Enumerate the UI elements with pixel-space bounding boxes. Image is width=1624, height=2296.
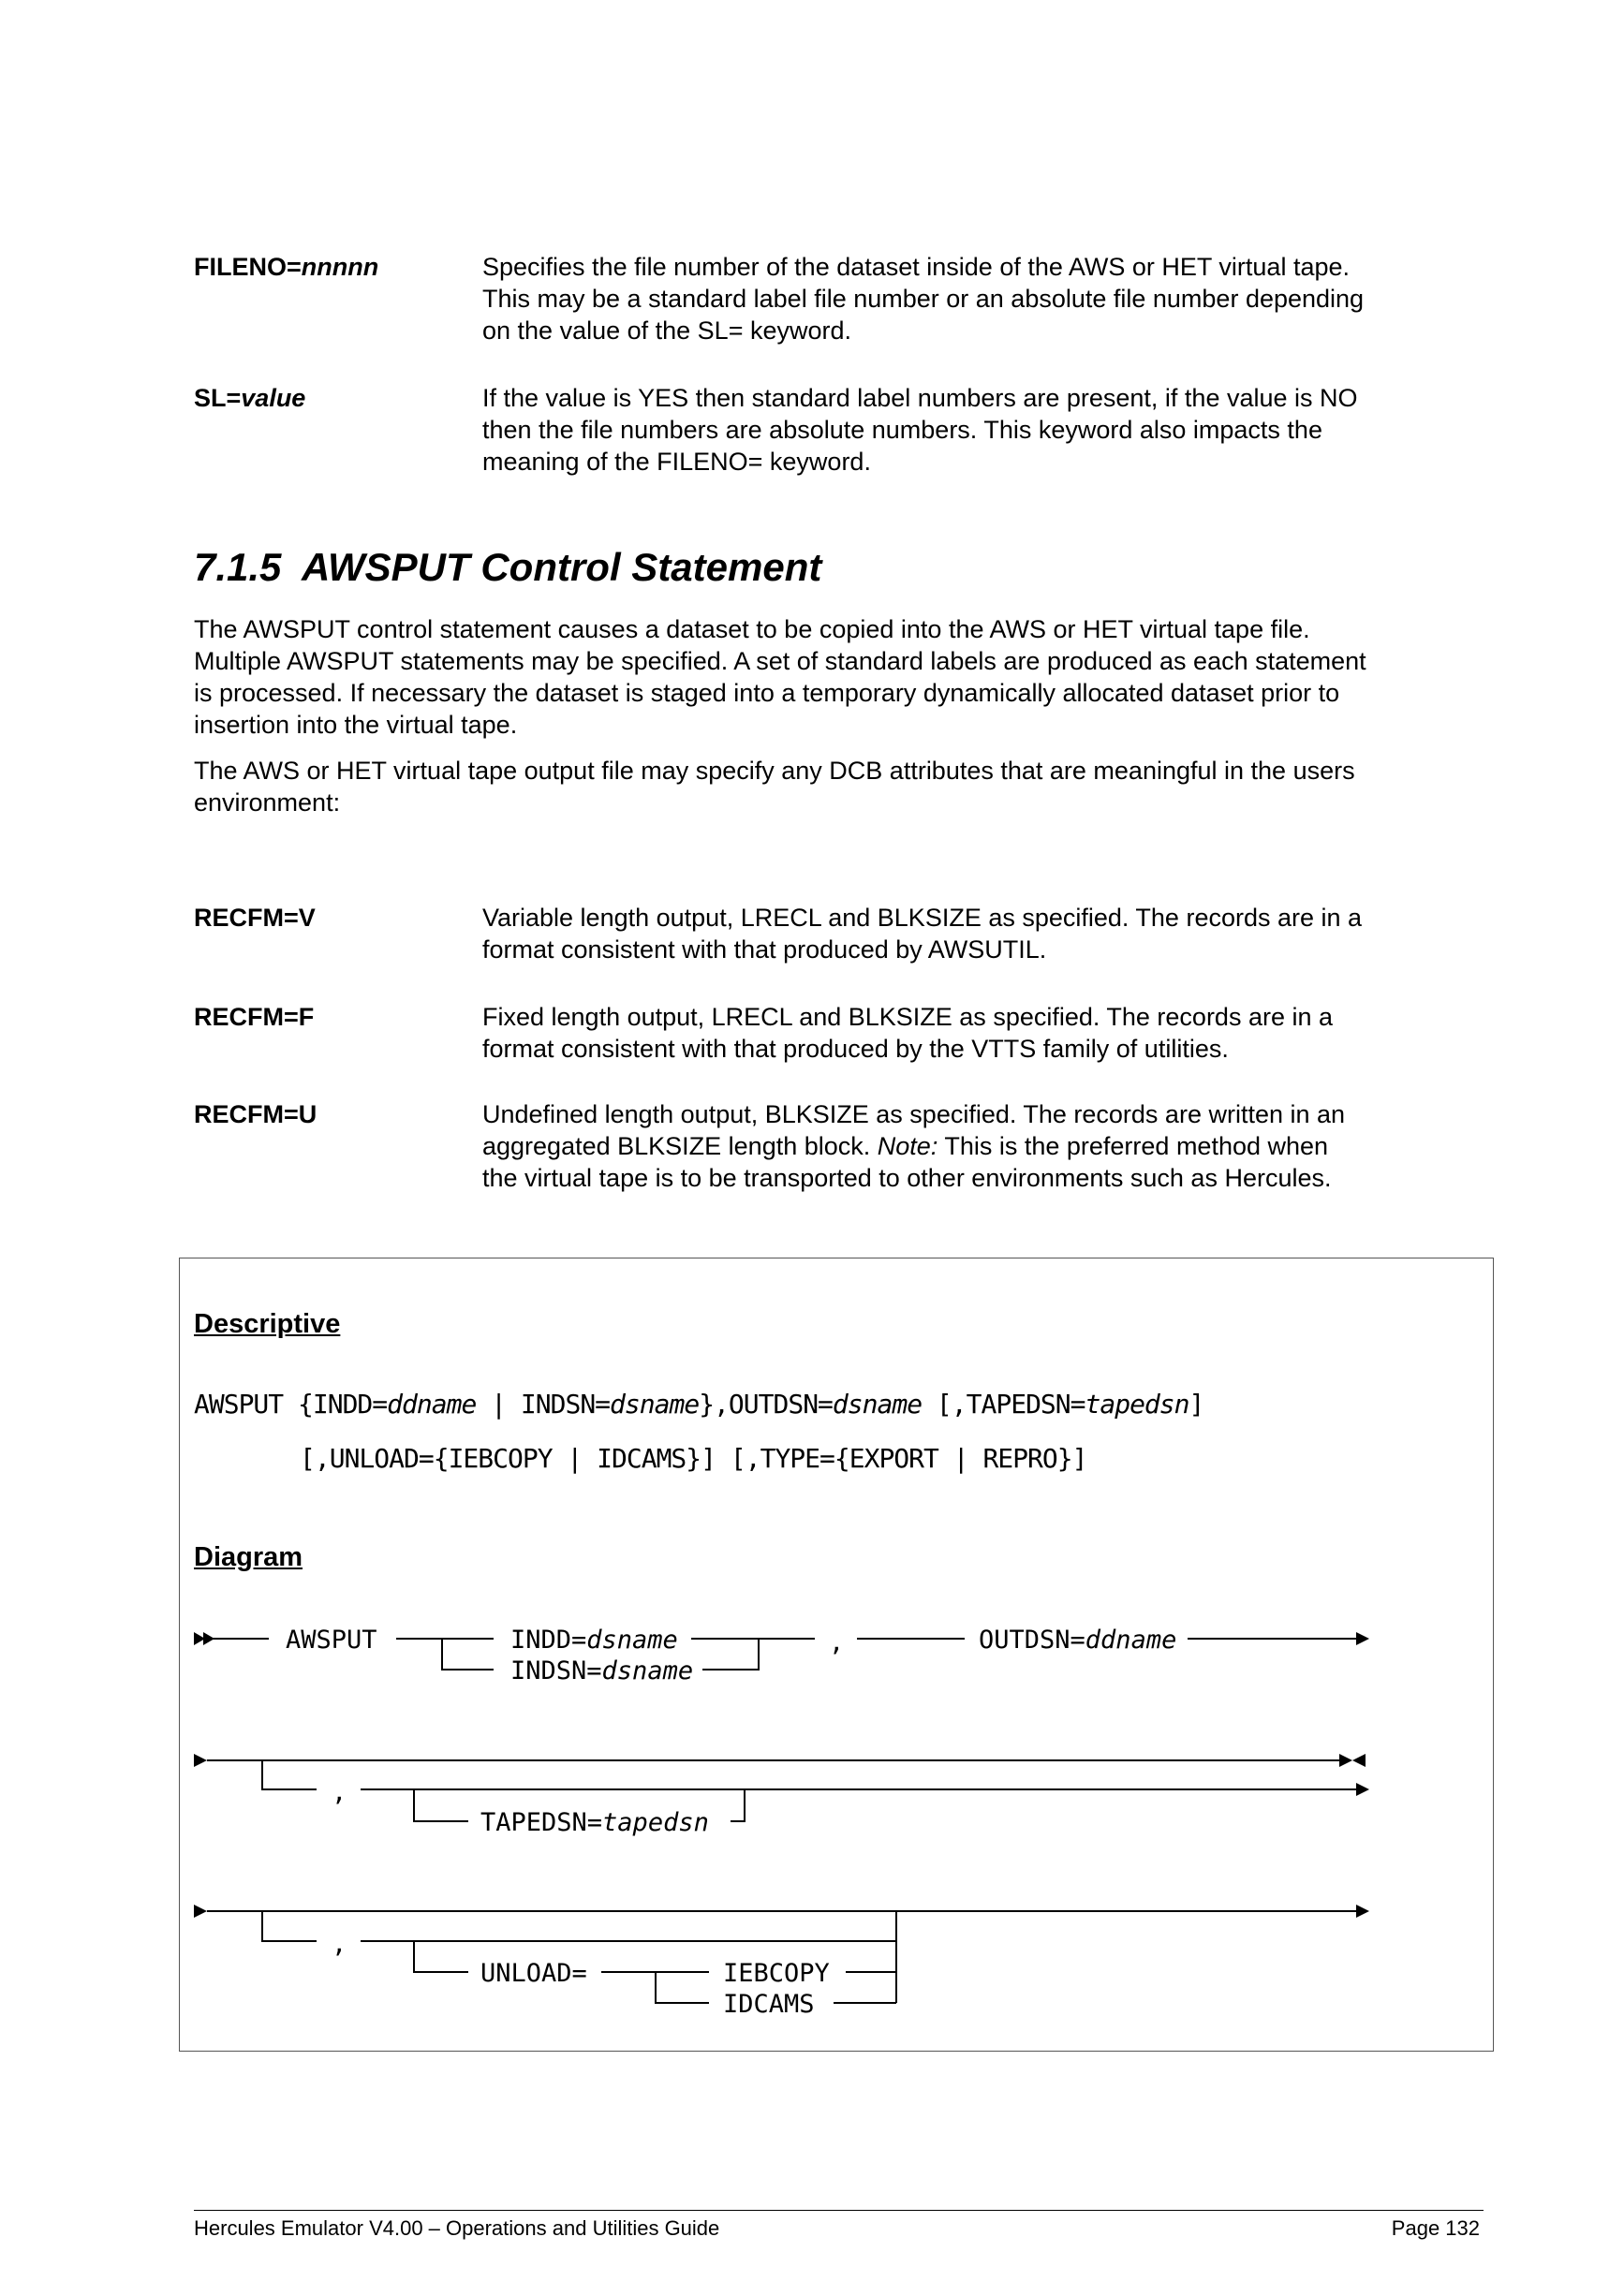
para-line: environment: [194,788,341,817]
desc-line: Fixed length output, LRECL and BLKSIZE as specified. The records are in a [482,1003,1334,1031]
desc-line: format consistent with that produced by the VTTS family of utilities. [482,1035,1229,1063]
continue-arrow-icon [194,1754,207,1767]
desc-line: Specifies the file number of the dataset inside of the AWS or HET virtual tape. [482,253,1350,281]
desc-line: on the value of the SL= keyword. [482,316,852,345]
syn-var: dsname [832,1389,923,1420]
syn-text: [,TAPEDSN= [922,1389,1085,1420]
para-line: Multiple AWSPUT statements may be specified. A set of standard labels are produced as each statement [194,647,1366,675]
footer-title: Hercules Emulator V4.00 – Operations and Utilities Guide [194,2216,720,2240]
diagram-idcams: IDCAMS [723,1990,815,2019]
desc-line: Undefined length output, BLKSIZE as specified. The records are written in an [482,1100,1346,1128]
descriptive-label: Descriptive [194,1309,341,1339]
desc-line: then the file numbers are absolute numbers. This keyword also impacts the [482,416,1322,444]
syn-text: | INDSN= [476,1389,611,1420]
end-arrow-icon [1339,1754,1352,1767]
note-text: This is the preferred method when [937,1132,1329,1160]
diagram-label: Diagram [194,1542,303,1572]
diagram-awsput: AWSPUT [286,1626,377,1655]
diagram-var: dsname [601,1656,694,1685]
recfm-key-v: RECFM=V [194,904,316,932]
branch-line [414,1941,468,1972]
recfm-key-u: RECFM=U [194,1100,317,1128]
syn-var: dsname [610,1389,700,1420]
param-var-text: value [241,384,306,412]
diagram-comma: , [829,1628,845,1657]
syn-text: ] [1188,1389,1204,1420]
footer-rule [194,2210,1484,2211]
desc-line: meaning of the FILENO= keyword. [482,448,871,476]
diagram-var: tapedsn [602,1808,709,1837]
diagram-indd [510,1626,678,1655]
diagram-outdsn [979,1626,1176,1655]
desc-text: aggregated BLKSIZE length block. [482,1132,878,1160]
diagram-text: INDD= [510,1626,587,1655]
diagram-text: INDSN= [510,1656,602,1685]
desc-line: If the value is YES then standard label numbers are present, if the value is NO [482,384,1358,412]
desc-line: This may be a standard label file number or an absolute file number depending [482,285,1365,313]
footer-page-number: Page 132 [1391,2216,1480,2240]
syn-text: AWSPUT {INDD= [194,1389,388,1420]
note-label: Note: [877,1132,938,1160]
param-var-text: nnnnn [301,253,379,281]
diagram-tapedsn [480,1808,709,1837]
desc-line: the virtual tape is to be transported to other environments such as Hercules. [482,1164,1332,1192]
syn-text: },OUTDSN= [699,1389,833,1420]
section-number: 7.1.5 [194,545,282,589]
para-line: The AWS or HET virtual tape output file may specify any DCB attributes that are meaningful in the users [194,757,1355,785]
diagram-indsn [510,1656,693,1685]
continue-arrow-icon [194,1905,207,1918]
diagram-unload: UNLOAD= [480,1959,587,1988]
branch-line [731,1789,745,1821]
para-line: The AWSPUT control statement causes a dataset to be copied into the AWS or HET virtual tape file. [194,615,1310,643]
diagram-var: ddname [1085,1626,1177,1655]
branch-line [262,1760,317,1789]
branch-line [442,1639,494,1670]
continue-arrow-icon [1356,1632,1369,1645]
start-arrow-icon [203,1632,214,1645]
diagram-iebcopy: IEBCOPY [723,1959,830,1988]
diagram-text: OUTDSN= [979,1626,1085,1655]
syn-var: tapedsn [1085,1389,1189,1420]
branch-line [262,1911,317,1941]
branch-line [702,1639,759,1670]
branch-line [414,1789,468,1821]
continue-arrow-icon [1356,1783,1369,1796]
recfm-key-f: RECFM=F [194,1003,315,1031]
syntax-line-2: [,UNLOAD={IEBCOPY | IDCAMS}] [,TYPE={EXPORT | REPRO}] [300,1443,1087,1474]
desc-line: Variable length output, LRECL and BLKSIZE as specified. The records are in a [482,904,1363,932]
branch-line [656,1972,709,2003]
diagram-var: dsname [586,1626,678,1655]
para-line: insertion into the virtual tape. [194,711,518,739]
diagram-comma: , [332,1778,347,1807]
end-arrow-icon [1352,1754,1366,1767]
diagram-comma: , [332,1930,347,1959]
desc-line: format consistent with that produced by AWSUTIL. [482,935,1047,964]
diagram-text: TAPEDSN= [480,1808,603,1837]
continue-arrow-icon [1356,1905,1369,1918]
section-title: AWSPUT Control Statement [302,545,822,589]
para-line: is processed. If necessary the dataset is staged into a temporary dynamically allocated dataset prior to [194,679,1340,707]
param-key-text: SL= [194,384,242,412]
param-key-text: FILENO= [194,253,302,281]
syn-var: ddname [387,1389,477,1420]
